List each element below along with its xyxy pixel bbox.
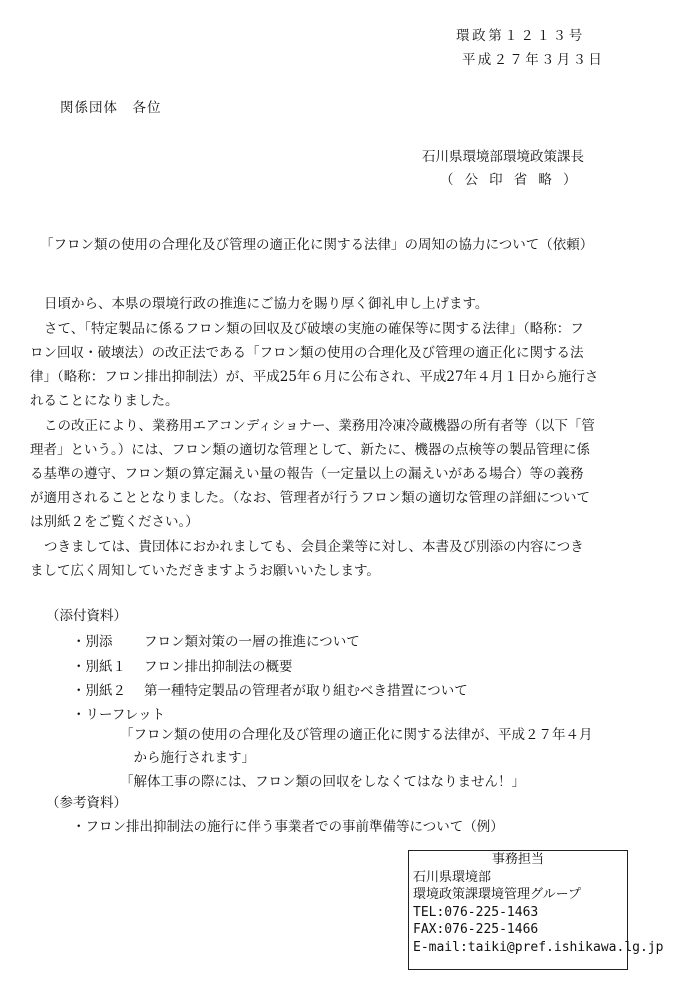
attachment-label: ・別添 — [72, 634, 113, 650]
paragraph-line: が適用されることとなりました。（なお、管理者が行うフロン類の適切な管理の詳細について — [30, 490, 590, 506]
addressee: 関係団体 各位 — [60, 100, 162, 116]
references-heading: （参考資料） — [46, 795, 127, 811]
attachment-item — [72, 679, 468, 699]
attachment-label: ・別紙１ — [72, 659, 126, 675]
paragraph-line: 理者」という。）には、フロン類の適切な管理として、新たに、機器の点検等の製品管理に係 — [30, 442, 590, 458]
sender: 石川県環境部環境政策課長 — [422, 149, 584, 165]
attachment-label: ・別紙２ — [72, 683, 126, 699]
contact-fax: FAX:076-225-1466 — [413, 922, 539, 937]
paragraph-line: 日頃から、本県の環境行政の推進にご協力を賜り厚く御礼申し上げます。 — [44, 296, 489, 312]
paragraph-line: れることになりました。 — [30, 393, 179, 409]
attachment-leaflet-label: ・リーフレット — [72, 707, 166, 723]
document-number: 環政第１２１３号 — [456, 28, 585, 44]
paragraph-line: まして広く周知していただきますようお願いいたします。 — [30, 563, 380, 579]
contact-title: 事務担当 — [491, 852, 544, 867]
seal-omitted-note: （ 公 印 省 略 ） — [440, 172, 580, 188]
contact-organization: 石川県環境部 — [413, 869, 492, 885]
attachment-text: フロン排出抑制法の概要 — [144, 659, 293, 675]
paragraph-law-revision — [30, 317, 670, 413]
contact-email: E-mail:taiki@pref.ishikawa.lg.jp — [413, 939, 664, 955]
contact-tel: TEL:076-225-1463 — [413, 904, 539, 920]
leaflet-title: から施行されます」 — [120, 750, 255, 766]
paragraph-line: は別紙２をご覧ください。） — [30, 514, 199, 530]
leaflet-title: 「フロン類の使用の合理化及び管理の適正化に関する法律が、平成２７年４月 — [120, 727, 593, 743]
attachments-heading: （添付資料） — [46, 608, 127, 624]
contact-department: 環境政策課環境管理グループ — [413, 887, 581, 902]
leaflet-title: 「解体工事の際には、フロン類の回収をしなくてはなりません！」 — [120, 774, 525, 790]
document-date: 平成２７年３月３日 — [462, 52, 605, 68]
paragraph-manager-obligations — [30, 414, 670, 534]
contact-box — [408, 850, 664, 970]
paragraph-line: 律」（略称：フロン排出抑制法）が、平成25年６月に公布され、平成27年４月１日から施行さ — [30, 369, 599, 385]
paragraph-line: ロン回収・破壊法）の改正法である「フロン類の使用の合理化及び管理の適正化に関する法 — [30, 345, 584, 361]
paragraph-line: この改正により、業務用エアコンディショナー、業務用冷凍冷蔵機器の所有者等（以下「管 — [44, 418, 595, 434]
reference-item: ・フロン排出抑制法の施行に伴う事業者での事前準備等について（例） — [72, 819, 504, 835]
paragraph-greeting — [30, 292, 670, 316]
attachment-text: フロン類対策の一層の推進について — [144, 634, 360, 650]
paragraph-line: つきましては、貴団体におかれましても、会員企業等に対し、本書及び別添の内容につき — [44, 539, 584, 555]
paragraph-line: る基準の遵守、フロン類の算定漏えい量の報告（一定量以上の漏えいがある場合）等の義務 — [30, 466, 584, 482]
paragraph-request — [30, 535, 670, 583]
attachment-text: 第一種特定製品の管理者が取り組むべき措置について — [144, 683, 468, 699]
attachment-item — [72, 655, 293, 675]
attachment-item — [72, 630, 360, 650]
paragraph-line: さて、「特定製品に係るフロン類の回収及び破壊の実施の確保等に関する法律」（略称：フ — [44, 321, 584, 337]
subject-line: 「フロン類の使用の合理化及び管理の適正化に関する法律」の周知の協力について（依頼） — [40, 237, 594, 253]
